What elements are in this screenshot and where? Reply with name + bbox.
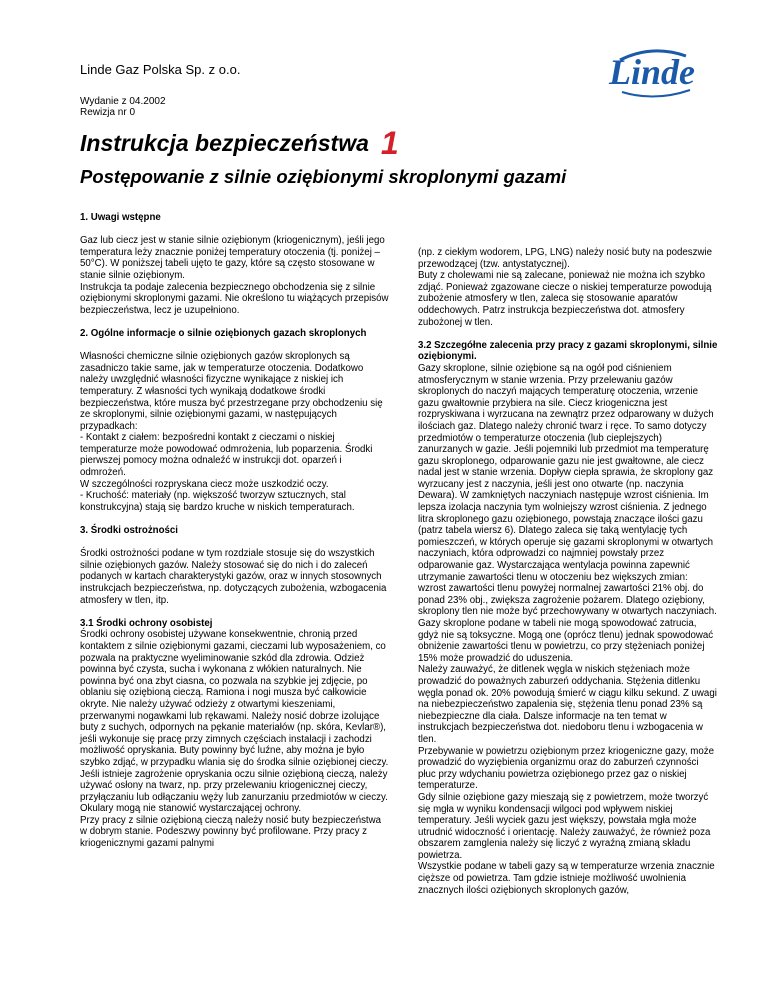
paragraph: Gazy skroplone podane w tabeli nie mogą spowodować zatrucia, gdyż nie są toksyczne. Mogą one (oprócz tlenu) jednak spowodować obniżenie zawartości tlenu w powietrzu, co przy stężeniach poniżej 15% może prowadzić do uduszenia. (418, 618, 714, 664)
paragraph: (np. z ciekłym wodorem, LPG, LNG) należy nosić buty na podeszwie przewodzącej (tzw. antystatycznej). (418, 247, 712, 270)
svg-text:Linde: Linde (609, 52, 695, 92)
paragraph: Gazy skroplone, silnie oziębione są na ogół pod ciśnieniem atmosferycznym w stanie wrzenia. Przy przelewaniu gazów skroplonych do naczyń mających temperaturę otoczenia, wrzenie gazu gwałtownie przybiera na sile. Ciecz kriogeniczna jest rozpryskiwana i wyrzucana na zewnątrz przez odparowany w dużych ilościach gaz. Dlatego należy chronić twarz i ręce. To samo dotyczy przedmiotów o temperaturze otoczenia (lub cieplejszych) zanurzanych w gazie. Jeśli pojemniki lub przedmiot ma temperaturę gazu skroplonego, odparowanie gazu nie jest gwałtowne, ale ciecz nadal jest w stanie wrzenia. Dopływ ciepła sprawia, że skroplony gaz wyrzucany jest z naczynia, jeśli jest ono otwarte (np. naczynia Dewara). W zamkniętych naczyniach następuje wzrost ciśnienia. Im lepsza izolacja naczynia tym wolniejszy wzrost ciśnienia. Z jednego litra skroplonego gazu oziębionego, powstają znaczące ilości gazu (patrz tabela wiersz 6). Dlatego zaleca się taką wentylację tych pomieszczeń, w których operuje się gazami skroplonymi w otwartych naczyniach, która odprowadzi co najmniej powstały przez odparowanie gaz. Wystarczająca wentylacja powinna zapewnić utrzymanie zawartości tlenu w otoczeniu bez większych zmian: wzrost zawartości tlenu powyżej normalnej zawartości 21% obj. do ponad 23% obj., zwiększa zagrożenie pożarem. Dlatego oziębiony, skroplony tlen nie może być przechowywany w otwartych naczyniach. (418, 362, 717, 618)
document-title (80, 122, 399, 159)
paragraph: Gaz lub ciecz jest w stanie silnie oziębionym (kriogenicznym), jeśli jego temperatura leży znacznie poniżej temperatury otoczenia (tj. poniżej –50°C). W poniższej tabeli ujęto te gazy, które są często stosowane w stanie silnie oziębionym. (80, 235, 385, 281)
revision-number: Rewizja nr 0 (80, 107, 136, 118)
edition-date: Wydanie z 04.2002 (80, 96, 166, 107)
paragraph: Przebywanie w powietrzu oziębionym przez kriogeniczne gazy, może prowadzić do wyziębienia organizmu oraz do zaburzeń czynności płuc przy wdychaniu powietrza oziębionego przez gaz o niskiej temperaturze. (418, 745, 714, 792)
right-column (418, 247, 718, 896)
paragraph: Buty z cholewami nie są zalecane, ponieważ nie można ich szybko zdjąć. Ponieważ zgazowane ciecze o niskiej temperaturze powodują zubożenie atmosfery w tlen, zaleca się stosowanie aparatów oddechowych. Patrz instrukcja bezpieczeństwa dot. atmosfery zubożonej w tlen. (418, 270, 712, 328)
paragraph: Środki ostrożności podane w tym rozdziale stosuje się do wszystkich silnie oziębionych gazów. Należy stosować się do nich i do zaleceń podanych w kartach charakterystyki gazów, oraz w innych stosownych instrukcjach bezpieczeństwa, np. dotyczących zubożenia, wzbogacenia atmosfery w tlen, itp. (80, 548, 387, 606)
paragraph: Przy pracy z silnie oziębioną cieczą należy nosić buty bezpieczeństwa w dobrym stanie. Podeszwy powinny być profilowane. Przy pracy z kriogenicznymi gazami palnymi (80, 814, 381, 850)
left-column (80, 212, 390, 850)
paragraph: - Kruchość: materiały (np. większość tworzyw sztucznych, stal konstrukcyjna) stają się bardzo kruche w niskich temperaturach. (80, 490, 355, 513)
section-heading-1: 1. Uwagi wstępne (80, 212, 161, 223)
paragraph: Należy zauważyć, że ditlenek węgla w niskich stężeniach może prowadzić do poważnych zaburzeń oddychania. Stężenia ditlenku węgla ponad ok. 20% powodują śmierć w ciągu kilku sekund. Z uwagi na niebezpieczeństwo zapalenia się, stężenia tlenu ponad 23% są niebezpieczne dla ciała. Dalsze informacje na ten temat w instrukcjach bezpieczeństwa dot. niedoboru tlenu i wzbogacenia w tlen. (418, 664, 717, 745)
paragraph: Instrukcja ta podaje zalecenia bezpiecznego obchodzenia się z silnie oziębionymi skroplonymi gazami. Nie określono tu wiążących przepisów bezpieczeństwa, lecz je uzupełniono. (80, 281, 389, 316)
section-heading-3-2: 3.2 Szczegółne zalecenia przy pracy z gazami skroplonymi, silnie oziębionymi. (418, 339, 718, 363)
paragraph: Gdy silnie oziębione gazy mieszają się z powietrzem, może tworzyć się mgła w wyniku kondensacji wilgoci pod wpływem niskiej temperatury. Jeśli wyciek gazu jest większy, powstała mgła może utrudnić widoczność i orientację. Należy zauważyć, że również poza obszarem zamglenia należy się liczyć z wyraźną zmianą składu powietrza. (418, 791, 711, 861)
section-heading-3: 3. Środki ostrożności (80, 525, 178, 537)
paragraph: Wszystkie podane w tabeli gazy są w temperaturze wrzenia znacznie cięższe od powietrza. Tam gdzie istnieje możliwość uwolnienia znacznych ilości oziębionych skroplonych gazów, (418, 861, 715, 896)
title-number: 1 (380, 125, 399, 161)
paragraph: W szczególności rozpryskana ciecz może uszkodzić oczy. (80, 478, 329, 490)
linde-logo (600, 40, 710, 110)
section-heading-2: 2. Ogólne informacje o silnie oziębionych gazach skroplonych (80, 327, 367, 339)
title-text: Instrukcja bezpieczeństwa (80, 130, 369, 156)
paragraph: - Kontakt z ciałem: bezpośredni kontakt z cieczami o niskiej temperaturze może powodować odmrożenia, lub poparzenia. Środki pierwszej pomocy można odnaleźć w instrukcji dot. oparzeń i odmrożeń. (80, 432, 373, 479)
company-name: Linde Gaz Polska Sp. z o.o. (80, 62, 241, 77)
paragraph: Środki ochrony osobistej używane konsekwentnie, chronią przed kontaktem z silnie oziębionymi gazami, cieczami lub wyposażeniem, co pozwala na praktyczne wyeliminowanie szkód dla zdrowia. Odzież powinna być czysta, sucha i wykonana z włókien naturalnych. Nie powinna być ona zbyt ciasna, co pozwala na szybkie jej zdjęcie, po oblaniu się oziębioną cieczą. Ramiona i nogi musza być całkowicie okryte. Nie należy używać odzieży z otwartymi kieszeniami, przerwanymi nogawkami lub rękawami. Należy nosić dobrze izolujące buty z suchych, odpornych na pękanie materiałów (np. skóra, Kevlar®), jeśli wykonuje się pracę przy zimnych częściach instalacji i zachodzi możliwość opryskania. Buty powinny być luźne, aby można je było szybko zdjąć, w przypadku wlania się do środka silnie oziębionej cieczy. Jeśli istnieje zagrożenie opryskania oczu silnie oziębioną cieczą, należy używać osłony na twarz, np. przy przelewaniu kriogenicznej cieczy, przyłączaniu lub odłączaniu węży lub zanurzaniu przedmiotów w cieczy. Okulary mogą nie stanowić wystarczającej ochrony. (80, 629, 389, 815)
paragraph: Własności chemiczne silnie oziębionych gazów skroplonych są zasadniczo takie same, jak w temperaturze otoczenia. Dodatkowo należy uwzględnić własności fizyczne wynikające z niskiej ich temperatury. Z własności tych wynikają dodatkowe środki bezpieczeństwa, które musza być przestrzegane przy obchodzeniu się ze skroplonymi, silnie oziębionymi gazami, w następujących przypadkach: (80, 351, 383, 432)
section-heading-3-1: 3.1 Środki ochrony osobistej (80, 617, 213, 629)
document-meta (80, 96, 166, 118)
document-subtitle: Postępowanie z silnie oziębionymi skroplonymi gazami (80, 166, 567, 187)
